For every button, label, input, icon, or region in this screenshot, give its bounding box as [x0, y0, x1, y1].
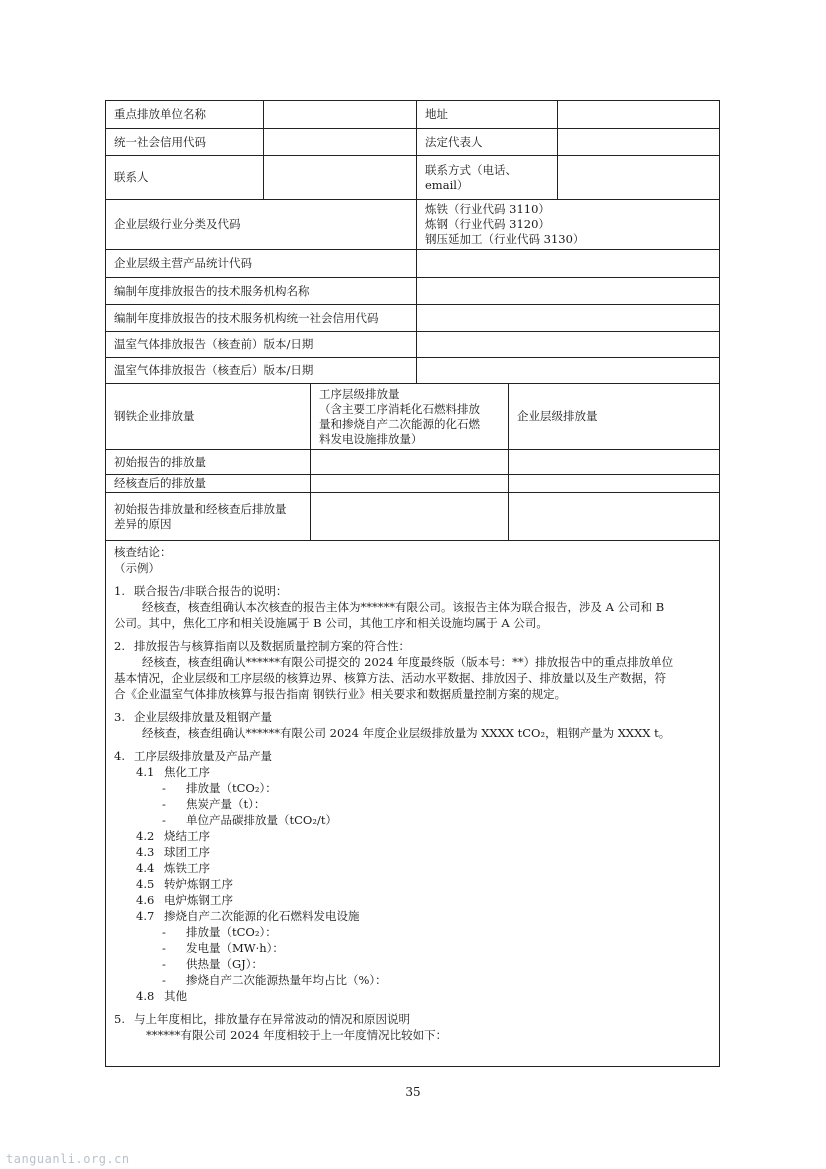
cell-label: 钢铁企业排放量	[106, 384, 311, 449]
list-item: - 发电量（MW·h）：	[162, 941, 284, 955]
industry-code: 钢压延加工（行业代码 3130）	[425, 232, 585, 246]
section-text: 经核查，核查组确认******有限公司提交的 2024 年度最终版（版本号：**）排放报告中的重点排放单位	[142, 655, 674, 669]
cell-value	[264, 101, 417, 128]
table-row	[106, 156, 719, 200]
cell-value	[417, 250, 719, 277]
label-line: 差异的原因	[114, 516, 172, 531]
header-line: 料发电设施排放量）	[319, 431, 423, 446]
cell-value	[264, 129, 417, 155]
list-item: 4.1 焦化工序	[136, 765, 210, 779]
verification-table	[105, 100, 720, 1067]
cell-label: 初始报告的排放量	[106, 450, 311, 474]
cell-label	[417, 156, 558, 199]
list-item: - 排放量（tCO₂）：	[162, 781, 277, 795]
cell-label: 地址	[417, 101, 558, 128]
cell-label: 温室气体排放报告（核查前）版本/日期	[106, 332, 417, 357]
cell-value	[509, 475, 719, 492]
page-number: 35	[405, 1085, 421, 1099]
cell-label: 企业层级行业分类及代码	[106, 200, 417, 249]
cell-value	[311, 450, 509, 474]
industry-code: 炼钢（行业代码 3120）	[425, 217, 550, 231]
list-item: - 单位产品碳排放量（tCO₂/t）	[162, 813, 337, 827]
cell-value	[311, 475, 509, 492]
cell-label: 经核查后的排放量	[106, 475, 311, 492]
list-item: - 排放量（tCO₂）：	[162, 925, 277, 939]
list-item: 4.2 烧结工序	[136, 829, 210, 843]
cell-value	[509, 450, 719, 474]
section-heading: 2. 排放报告与核算指南以及数据质量控制方案的符合性：	[114, 639, 410, 653]
table-row	[106, 101, 719, 129]
list-item: 4.6 电炉炼钢工序	[136, 893, 233, 907]
enterprise-emission-header: 企业层级排放量	[517, 409, 598, 423]
process-emission-header	[311, 384, 509, 449]
cell-label: 统一社会信用代码	[106, 129, 264, 155]
phone-label-line: 联系方式（电话、	[425, 162, 517, 177]
list-item: - 供热量（GJ）：	[162, 957, 264, 971]
section-text: 经核查，核查组确认本次核查的报告主体为******有限公司。该报告主体为联合报告，涉及 A 公司和 B	[142, 600, 665, 614]
list-item: - 掺烧自产二次能源热量年均占比（%）：	[162, 973, 387, 987]
table-row	[106, 129, 719, 156]
cell-value	[311, 493, 509, 540]
cell-value	[558, 156, 719, 199]
cell-value	[558, 101, 719, 128]
list-item: 4.7 掺烧自产二次能源的化石燃料发电设施	[136, 909, 360, 923]
table-row	[106, 358, 719, 384]
verification-conclusion	[106, 541, 719, 1046]
section-heading: 1. 联合报告/非联合报告的说明：	[114, 584, 288, 598]
cell-label: 法定代表人	[417, 129, 558, 155]
table-row	[106, 200, 719, 250]
conclusion-example: （示例）	[114, 561, 160, 575]
table-row	[106, 475, 719, 493]
cell-value	[509, 493, 719, 540]
cell-value	[264, 156, 417, 199]
section-text: 合《企业温室气体排放核算与报告指南 钢铁行业》相关要求和数据质量控制方案的规定。	[114, 687, 567, 701]
header-line: 量和掺烧自产二次能源的化石燃	[319, 416, 480, 431]
cell-value	[417, 332, 719, 357]
section-heading: 4. 工序层级排放量及产品产量	[114, 749, 272, 763]
cell-label: 编制年度排放报告的技术服务机构名称	[106, 278, 417, 304]
cell-label: 编制年度排放报告的技术服务机构统一社会信用代码	[106, 305, 417, 331]
list-item: 4.4 炼铁工序	[136, 861, 210, 875]
label-line: 初始报告排放量和经核查后排放量	[114, 501, 287, 516]
table-row	[106, 450, 719, 475]
cell-value	[417, 305, 719, 331]
table-row	[106, 384, 719, 450]
watermark-text: tanguanli.org.cn	[6, 1152, 130, 1166]
list-item: 4.8 其他	[136, 989, 187, 1003]
table-row	[106, 332, 719, 358]
industry-code: 炼铁（行业代码 3110）	[425, 202, 550, 216]
list-item: 4.3 球团工序	[136, 845, 210, 859]
section-heading: 3. 企业层级排放量及粗钢产量	[114, 710, 272, 724]
phone-label-line: email）	[425, 177, 469, 192]
section-text: 基本情况，企业层级和工序层级的核算边界、核算方法、活动水平数据、排放因子、排放量以及生产数据，符	[114, 671, 666, 685]
list-item: 4.5 转炉炼钢工序	[136, 877, 233, 891]
cell-label	[106, 493, 311, 540]
cell-label: 联系人	[106, 156, 264, 199]
cell-label: 重点排放单位名称	[106, 101, 264, 128]
cell-label: 企业层级主营产品统计代码	[106, 250, 417, 277]
table-row	[106, 250, 719, 278]
section-heading: 5. 与上年度相比，排放量存在异常波动的情况和原因说明	[114, 1012, 410, 1026]
cell-value	[417, 358, 719, 383]
table-row	[106, 278, 719, 305]
table-row	[106, 305, 719, 332]
list-item: - 焦炭产量（t）：	[162, 797, 266, 811]
header-line: （含主要工序消耗化石燃料排放	[319, 401, 480, 416]
section-text: ******有限公司 2024 年度相较于上一年度情况比较如下：	[146, 1028, 448, 1042]
cell-value	[417, 278, 719, 304]
header-line: 工序层级排放量	[319, 386, 400, 401]
section-text: 公司。其中，焦化工序和相关设施属于 B 公司，其他工序和相关设施均属于 A 公司。	[114, 616, 548, 630]
industry-codes	[417, 200, 719, 249]
cell-label: 温室气体排放报告（核查后）版本/日期	[106, 358, 417, 383]
cell-value	[558, 129, 719, 155]
table-row	[106, 493, 719, 541]
section-text: 经核查，核查组确认******有限公司 2024 年度企业层级排放量为 XXXX tCO₂，粗钢产量为 XXXX t。	[142, 726, 671, 740]
conclusion-title: 核查结论：	[114, 545, 172, 559]
